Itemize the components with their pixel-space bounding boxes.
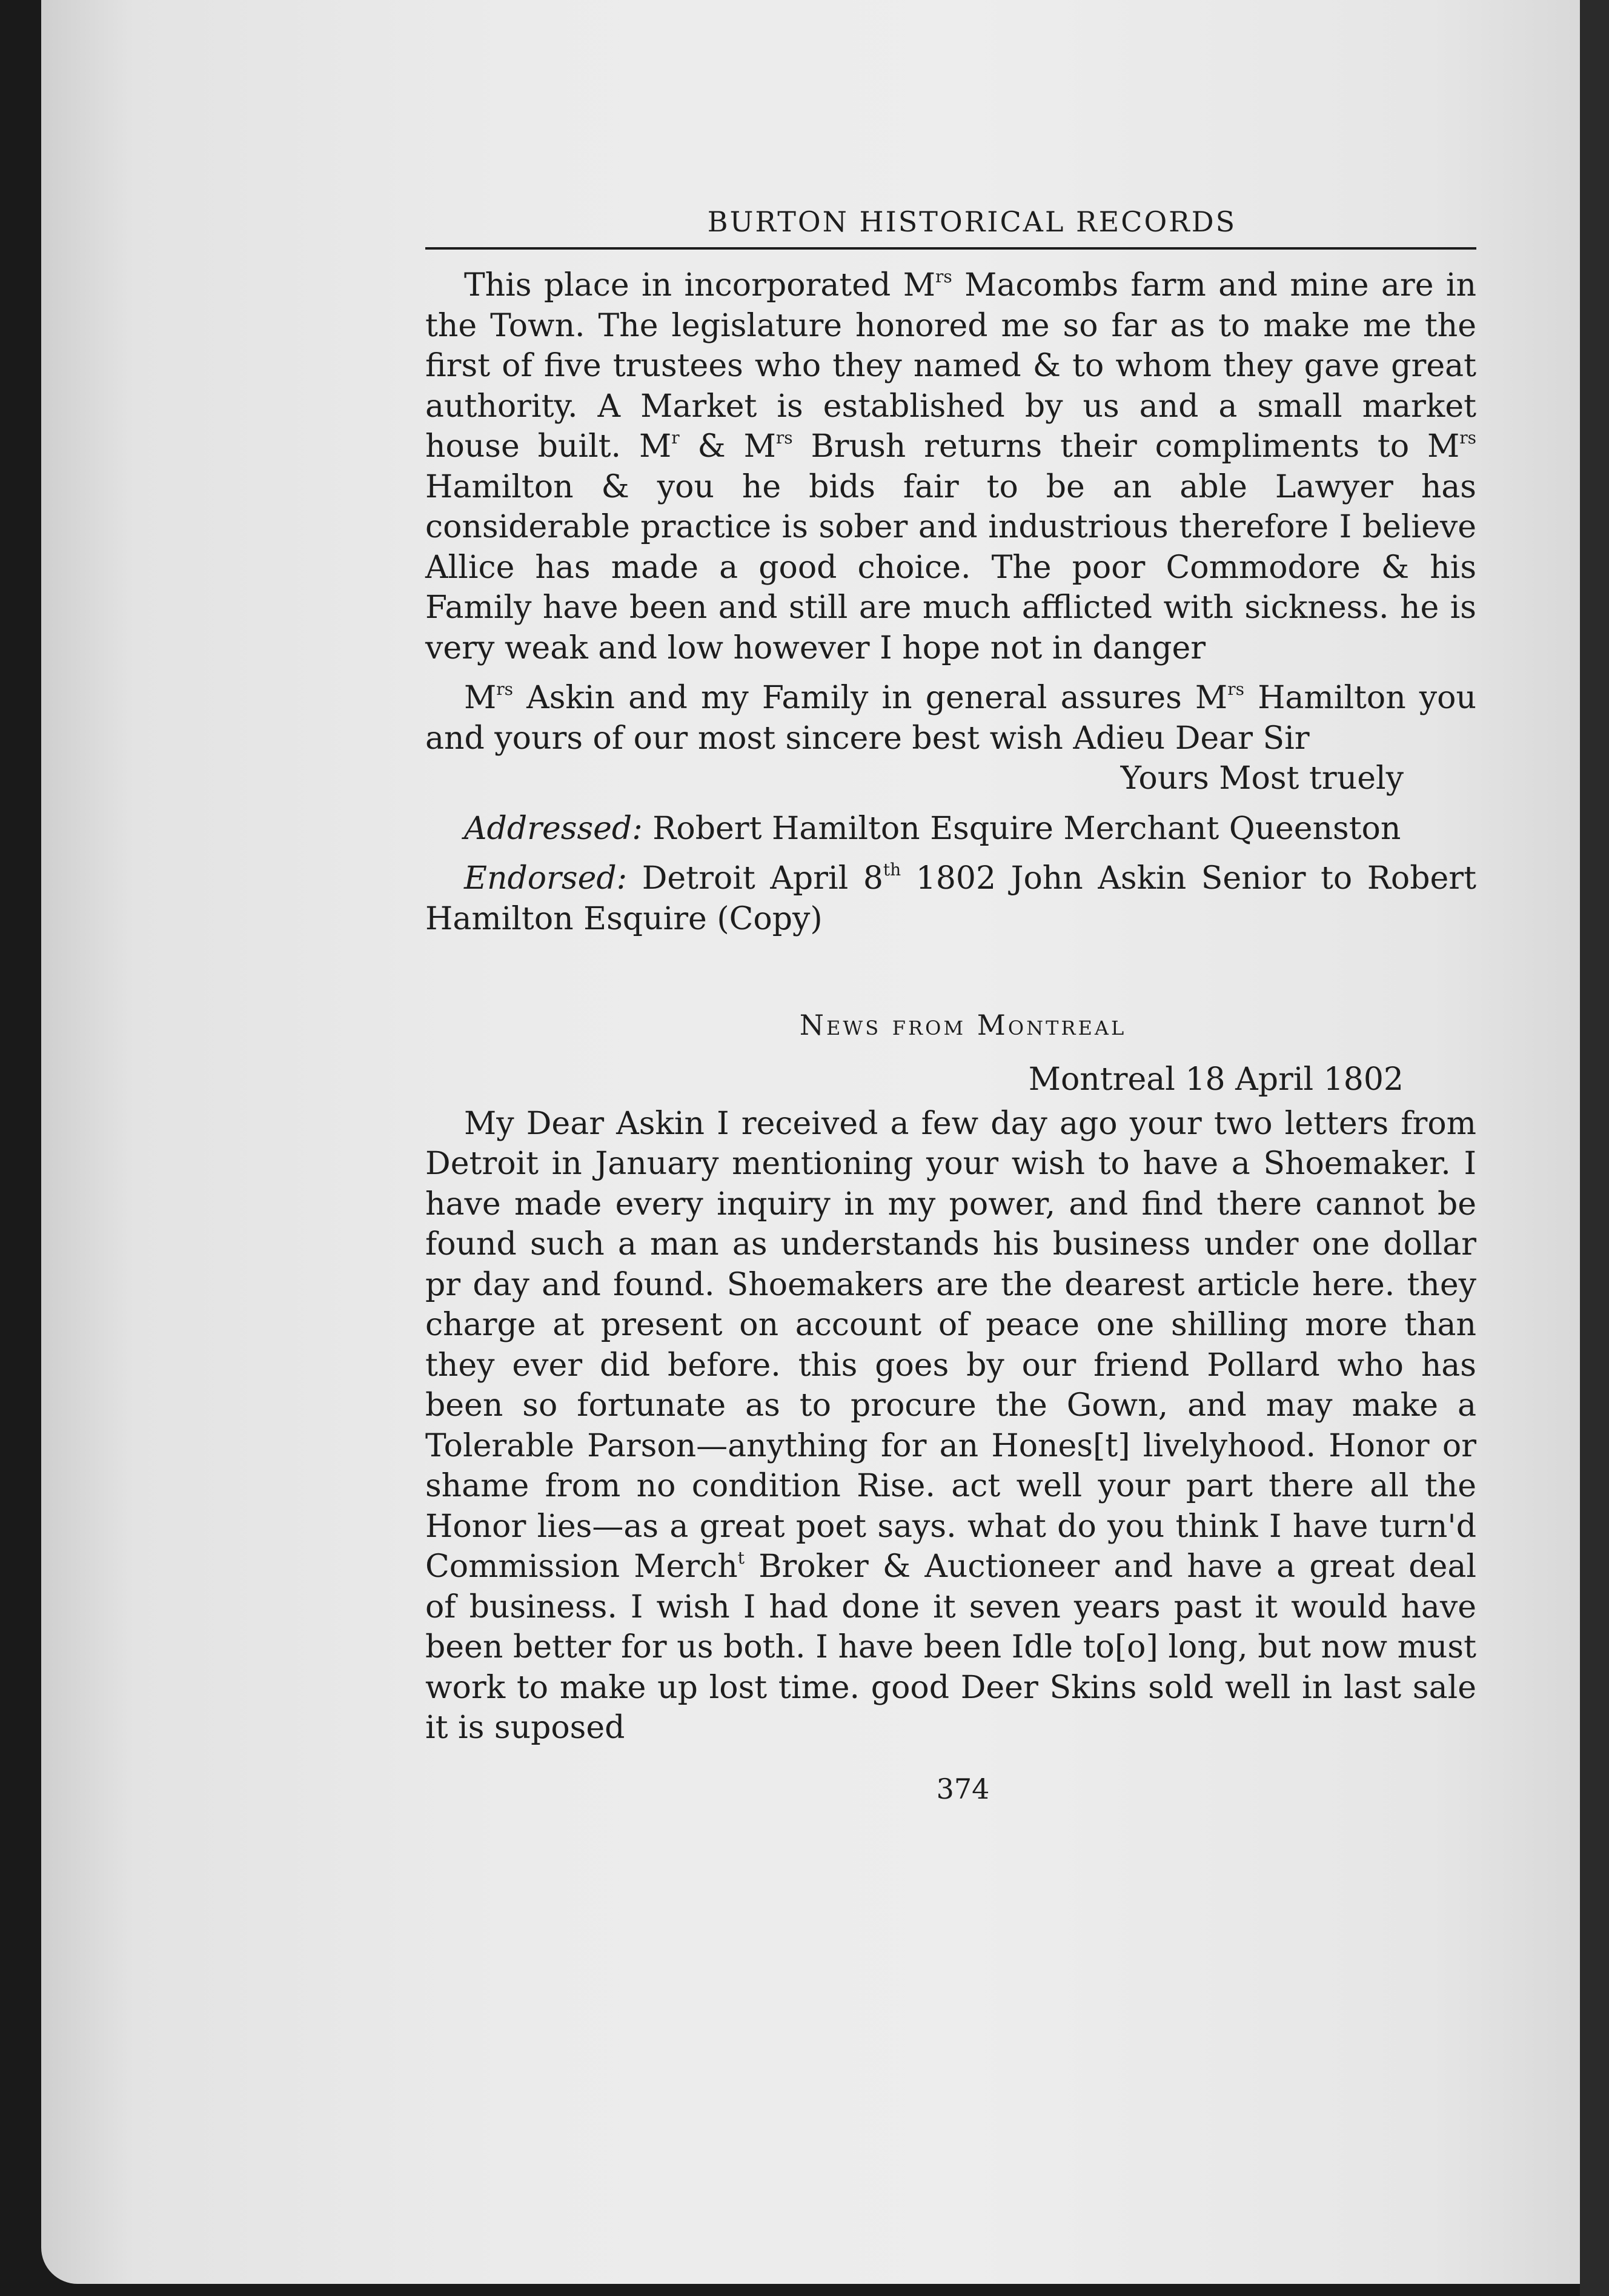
letter2-dateline: Montreal 18 April 1802: [1028, 1061, 1404, 1098]
superscript: rs: [1459, 428, 1477, 448]
page-number: 374: [936, 1772, 990, 1805]
letter2-body: [425, 1104, 1476, 1748]
superscript: t: [737, 1548, 745, 1568]
header-rule: [425, 247, 1476, 250]
text-run: Hamilton you and yours of our most sincere best wish Adieu Dear Sir: [425, 680, 1476, 757]
superscript: rs: [496, 679, 514, 699]
text-run: & M: [679, 428, 776, 465]
text-run: Brush returns their compliments to M: [792, 428, 1460, 465]
addressed-label: Addressed:: [464, 810, 643, 847]
letter1-paragraph1: [425, 265, 1476, 668]
letter1-paragraph2: [425, 678, 1476, 758]
endorsed-label: Endorsed:: [464, 860, 628, 897]
section-heading: [425, 1009, 1476, 1041]
addressed-note: [425, 809, 1476, 849]
endorsed-note: [425, 858, 1476, 939]
superscript: r: [671, 428, 680, 448]
superscript: rs: [1227, 679, 1244, 699]
superscript: rs: [935, 267, 952, 287]
text-run: Hamilton & you he bids fair to be an able Lawyer has considerable practice is sober and industrious therefore I believe Allice has made a good choice. The poor Commodore & his Family have been and still are much afflicted with sickness. he is very weak and low however I hope not in danger: [425, 468, 1476, 666]
scan-border: [1580, 0, 1609, 2296]
superscript: th: [883, 860, 901, 880]
text-run: My Dear Askin I received a few day ago your two letters from Detroit in January mentioning your wish to have a Shoemaker. I have made every inquiry in my power, and find there cannot be found such a man as understands his business under one dollar pr day and found. Shoemakers are the dearest article here. they charge at present on account of peace one shilling more than they ever did before. this goes by our friend Pollard who has been so fortunate as to procure the Gown, and may make a Tolerable Parson—anything for an Hones[t] livelyhood. Honor or shame from no condition Rise. act well your part there all the Honor lies—as a great poet says. what do you think I have turn'd Commission Merch: [425, 1105, 1476, 1585]
superscript: rs: [775, 428, 793, 448]
addressed-text: Robert Hamilton Esquire Merchant Queenston: [642, 810, 1401, 847]
section-heading-text: News from Montreal: [799, 1009, 1127, 1041]
text-run: This place in incorporated M: [464, 267, 935, 304]
text-run: Askin and my Family in general assures M: [513, 680, 1228, 716]
text-run: 1802 John Askin Senior to Robert Hamilton Esquire (Copy): [425, 860, 1477, 937]
text-run: M: [464, 680, 497, 716]
text-run: Broker & Auctioneer and have a great deal of business. I wish I had done it seven years past it would have been better for us both. I have been Idle to[o] long, but now must work to make up lost time. good Deer Skins sold well in last sale it is suposed: [425, 1548, 1476, 1746]
letter1-closing: Yours Most truely: [1120, 760, 1404, 797]
text-block: [425, 200, 1476, 1805]
text-run: Macombs farm and mine are in the Town. The legislature honored me so far as to make me the first of five trustees who they named & to whom they gave great authority. A Market is established by us and a small market house built. M: [425, 267, 1476, 465]
running-head: BURTON HISTORICAL RECORDS: [707, 205, 1237, 238]
text-run: Detroit April 8: [627, 860, 883, 897]
